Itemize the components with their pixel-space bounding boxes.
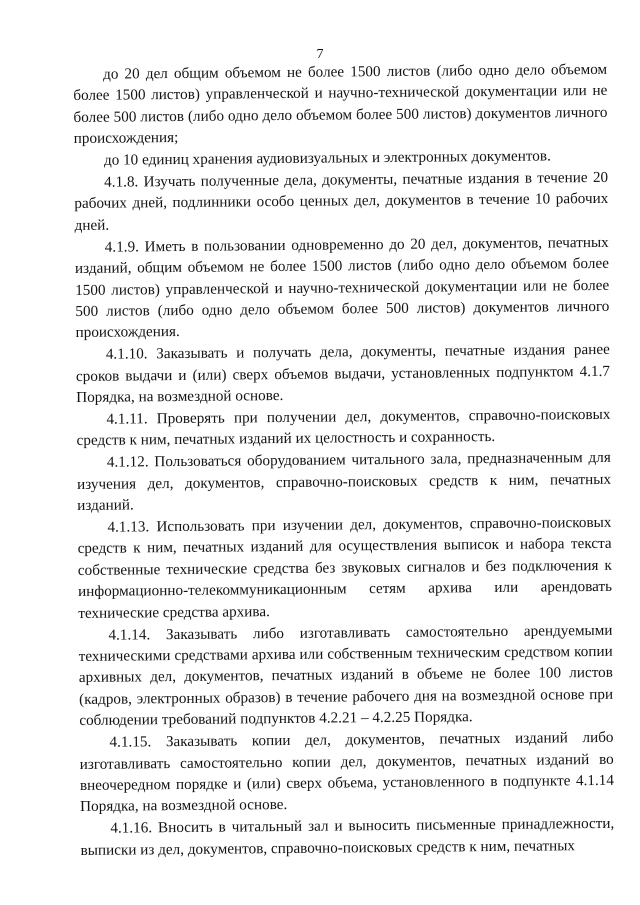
paragraph-4-1-13: 4.1.13. Использовать при изучении дел, документов, справочно-поисковых средств к ним, печатных изданий для осуществления выписок и набора текста собственные технические средства без звуковых сигналов и без подключения к информационно-телекоммуникационным сетям архива или арендовать технические средства архива. (77, 513, 613, 622)
paragraph-4-1-15: 4.1.15. Заказывать копии дел, документов, печатных изданий либо изготавливать самостоятельно копии дел, документов, печатных изданий во внеочередном порядке и (или) сверх объема, установленного в подпункте 4.1.14 Порядка, на возмездной основе. (79, 728, 614, 816)
document-body (73, 59, 615, 861)
paragraph-4-1-16: 4.1.16. Вносить в читальный зал и выносить письменные принадлежности, выписки из дел, документов, справочно-поисковых средств к ним, печатных (80, 815, 615, 859)
paragraph-4-1-8: 4.1.8. Изучать полученные дела, документы, печатные издания в течение 20 рабочих дней, подлинники особо ценных дел, документов в течение 10 рабочих дней. (74, 168, 609, 234)
paragraph-10-units: до 10 единиц хранения аудиовизуальных и электронных документов. (103, 147, 551, 169)
paragraph-4-1-11: 4.1.11. Проверять при получении дел, документов, справочно-поисковых средств к ним, печатных изданий их целостность и сохранность. (76, 405, 611, 450)
paragraph-20-files: до 20 дел общим объемом не более 1500 листов (либо одно дело объемом более 1500 листов) управленческой и научно-технической документации или не более 500 листов (либо одно дело объемом более 500 листов) документов личного происхождения; (73, 60, 608, 148)
page-number: 7 (316, 47, 324, 62)
paragraph-4-1-9: 4.1.9. Иметь в пользовании одновременно до 20 дел, документов, печатных изданий, общим объемом не более 1500 листов (либо одно дело объемом более 1500 листов) управленческой и научно-технической документации или не более 500 листов (либо одно дело объемом более 500 листов) документов личного происхождения. (74, 233, 610, 342)
paragraph-4-1-14: 4.1.14. Заказывать либо изготавливать самостоятельно арендуемыми техническими средствами архива или собственным техническим средством копии архивных дел, документов, печатных изданий в объеме не более 100 листов (кадров, электронных образов) в течение рабочего дня на возмездной основе при соблюдении требований подпунктов 4.2.21 – 4.2.25 Порядка. (78, 621, 614, 730)
paragraph-4-1-10: 4.1.10. Заказывать и получать дела, документы, печатные издания ранее сроков выдачи и (или) сверх объемов выдачи, установленных подпунктом 4.1.7 Порядка, на возмездной основе. (75, 341, 611, 407)
paragraph-4-1-12: 4.1.12. Пользоваться оборудованием читального зала, предназначенным для изучения дел, документов, справочно-поисковых средств к ним, печатных изданий. (76, 449, 612, 515)
